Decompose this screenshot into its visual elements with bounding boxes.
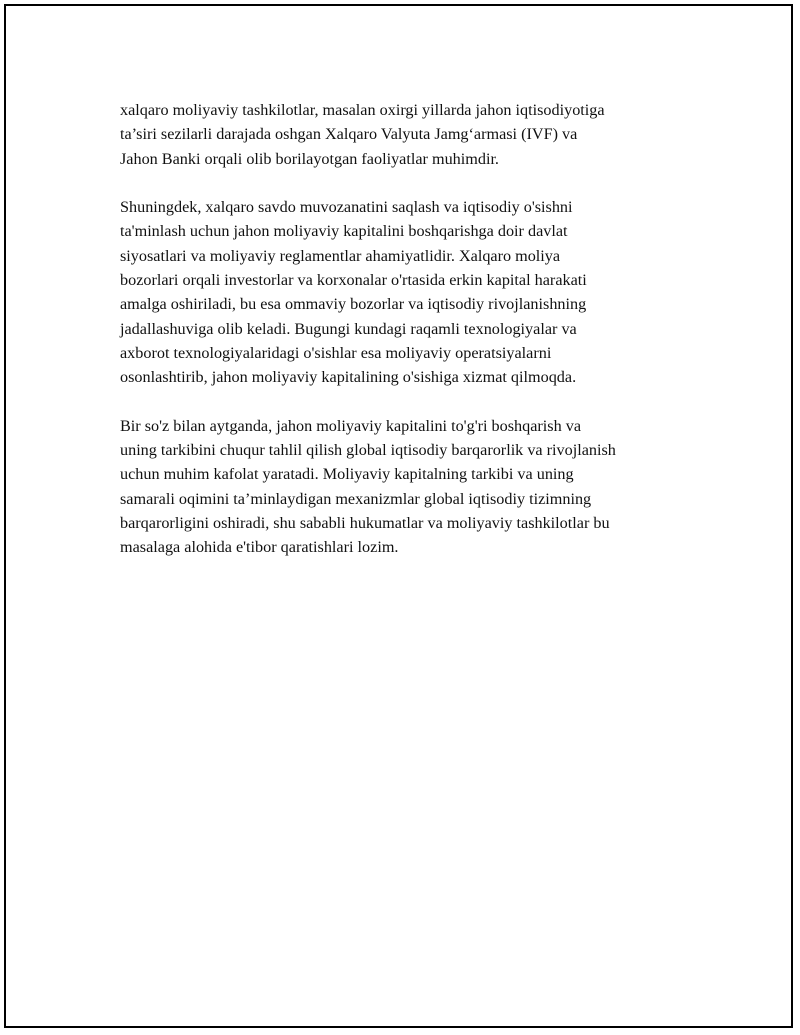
- document-page: [4, 4, 793, 1028]
- text-line: Jahon Banki orqali olib borilayotgan faoliyatlar muhimdir.: [120, 149, 499, 168]
- text-line: osonlashtirib, jahon moliyaviy kapitalining o'sishiga xizmat qilmoqda.: [120, 368, 577, 387]
- text-line: samarali oqimini ta’minlaydigan mexanizmlar global iqtisodiy tizimning: [120, 489, 592, 508]
- paragraph-3: [120, 414, 710, 560]
- text-line: masalaga alohida e'tibor qaratishlari lozim.: [120, 538, 399, 557]
- text-line: jadallashuviga olib keladi. Bugungi kundagi raqamli texnologiyalar va: [120, 319, 577, 338]
- text-line: Bir so'z bilan aytganda, jahon moliyaviy kapitalini to'g'ri boshqarish va: [120, 416, 582, 435]
- text-line: siyosatlari va moliyaviy reglamentlar ahamiyatlidir. Xalqaro moliya: [120, 246, 561, 265]
- text-line: bozorlari orqali investorlar va korxonalar o'rtasida erkin kapital harakati: [120, 271, 587, 290]
- text-line: uning tarkibini chuqur tahlil qilish global iqtisodiy barqarorlik va rivojlanish: [120, 441, 616, 460]
- text-line: Shuningdek, xalqaro savdo muvozanatini saqlash va iqtisodiy o'sishni: [120, 198, 573, 217]
- text-line: barqarorligini oshiradi, shu sababli hukumatlar va moliyaviy tashkilotlar bu: [120, 514, 610, 533]
- text-line: xalqaro moliyaviy tashkilotlar, masalan oxirgi yillarda jahon iqtisodiyotiga: [120, 101, 605, 119]
- text-line: uchun muhim kafolat yaratadi. Moliyaviy kapitalning tarkibi va uning: [120, 465, 574, 484]
- text-line: amalga oshiriladi, bu esa ommaviy bozorlar va iqtisodiy rivojlanishning: [120, 295, 587, 314]
- text-line: ta'minlash uchun jahon moliyaviy kapitalini boshqarishga doir davlat: [120, 222, 568, 241]
- text-line: axborot texnologiyalaridagi o'sishlar esa moliyaviy operatsiyalarni: [120, 343, 552, 362]
- paragraph-2: [120, 195, 710, 389]
- text-line: ta’siri sezilarli darajada oshgan Xalqaro Valyuta Jamg‘armasi (IVF) va: [120, 125, 578, 144]
- document-body: [120, 98, 710, 584]
- paragraph-1: [120, 98, 710, 171]
